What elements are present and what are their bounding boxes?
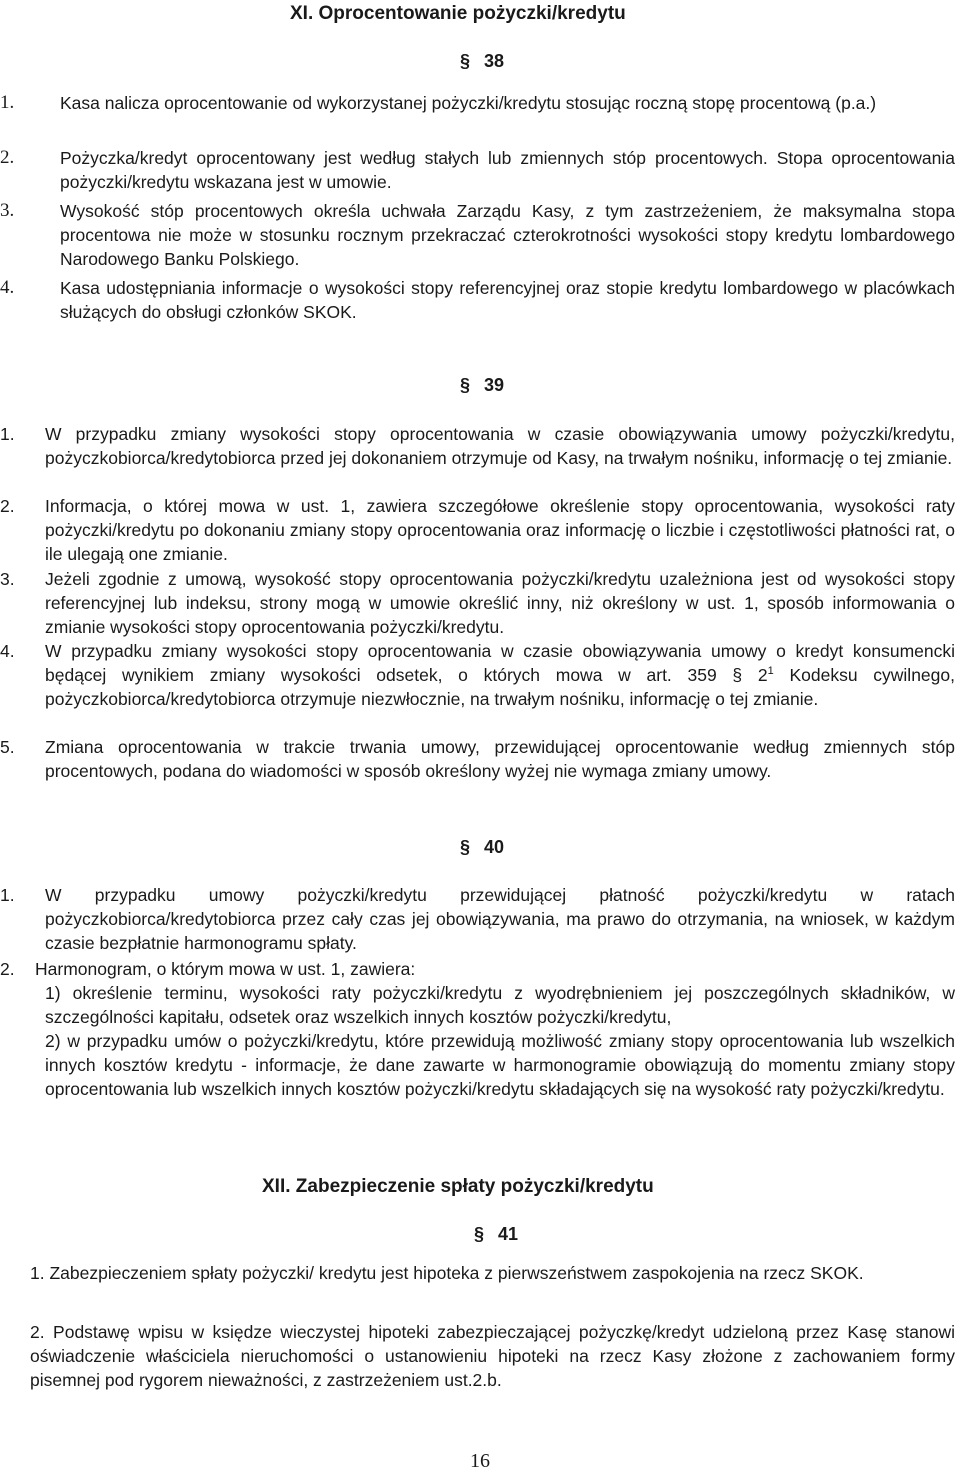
item-text: Pożyczka/kredyt oprocentowany jest według stałych lub zmiennych stóp procentowych. Stopa oprocentowania pożyczki/kredytu wskazana jest w umowie. bbox=[60, 148, 955, 192]
paragraph-number: 40 bbox=[484, 837, 505, 857]
p38-item-1 bbox=[0, 91, 955, 115]
p41-item-2 bbox=[30, 1320, 955, 1392]
item-number: 2. bbox=[0, 496, 15, 516]
item-text-part: Kodeksu cywilnego, pożyczkobiorca/kredytobiorca otrzymuje niezwłocznie, na trwałym nośniku, informację o tej zmianie. bbox=[45, 665, 955, 709]
p40-subitem-2: 2) w przypadku umów o pożyczki/kredytu, które przewidują możliwość zmiany stopy oprocentowania lub wszelkich innych kosztów kredytu - informacje, że dane zawarte w harmonogramie obowiązują do momentu zmiany stopy oprocentowania lub wszelkich innych kosztów pożyczki/kredytu składających się na wysokość raty pożyczki/kredytu. bbox=[45, 1031, 955, 1099]
p38-item-2 bbox=[0, 146, 955, 194]
item-number: 4. bbox=[0, 277, 15, 298]
item-number: 2. bbox=[30, 1322, 45, 1342]
item-text: W przypadku zmiany wysokości stopy oprocentowania w czasie obowiązywania umowy pożyczki/kredytu, pożyczkobiorca/kredytobiorca przed jej dokonaniem otrzymuje od Kasy, na trwałym nośniku, informację o tej zmianie. bbox=[45, 424, 955, 468]
superscript: 1 bbox=[767, 665, 774, 678]
paragraph-number: 41 bbox=[498, 1224, 519, 1244]
p39-item-4 bbox=[0, 639, 955, 711]
section-sign: § bbox=[474, 1224, 485, 1244]
section-sign: § bbox=[460, 375, 471, 395]
item-text: Harmonogram, o którym mowa w ust. 1, zawiera: bbox=[35, 959, 416, 979]
p38-item-3 bbox=[0, 199, 955, 271]
item-text bbox=[30, 1320, 955, 1392]
section-xi-title: XI. Oprocentowanie pożyczki/kredytu bbox=[290, 3, 626, 24]
page-number: 16 bbox=[470, 1450, 490, 1472]
item-text: W przypadku umowy pożyczki/kredytu przewidującej płatność pożyczki/kredytu w ratach pożyczkobiorca/kredytobiorca przez cały czas jej obowiązywania, ma prawo do otrzymania, na wniosek, w każdym czasie bezpłatnie harmonogramu spłaty. bbox=[45, 885, 955, 953]
item-number: 1. bbox=[0, 885, 15, 905]
item-number: 2. bbox=[0, 147, 15, 168]
paragraph-39-heading bbox=[460, 373, 504, 397]
paragraph-41-heading bbox=[474, 1222, 518, 1246]
item-body: Zabezpieczeniem spłaty pożyczki/ kredytu jest hipoteka z pierwszeństwem zaspokojenia na rzecz SKOK. bbox=[49, 1263, 864, 1283]
p39-item-5 bbox=[0, 735, 955, 783]
item-body: Podstawę wpisu w księdze wieczystej hipoteki zabezpieczającej pożyczkę/kredyt udzieloną przez Kasę stanowi oświadczenie właściciela nieruchomości o ustanowieniu hipoteki na rzecz Kasy złożone z zachowaniem formy pisemnej pod rygorem nieważności, z zastrzeżeniem ust.2.b. bbox=[30, 1322, 955, 1390]
section-sign: § bbox=[460, 51, 471, 71]
item-number: 4. bbox=[0, 641, 15, 661]
item-text: Jeżeli zgodnie z umową, wysokość stopy oprocentowania pożyczki/kredytu uzależniona jest od wysokości stopy referencyjnej lub indeksu, strony mogą w umowie określić inny, niż określony w ust. 1, sposób informowania o zmianie wysokości stopy oprocentowania pożyczki/kredytu. bbox=[45, 569, 955, 637]
p39-item-2 bbox=[0, 494, 955, 566]
item-text: Kasa nalicza oprocentowanie od wykorzystanej pożyczki/kredytu stosując roczną stopę procentową (p.a.) bbox=[60, 93, 877, 113]
item-number: 5. bbox=[0, 737, 15, 757]
item-number: 1. bbox=[0, 92, 15, 113]
paragraph-40-heading bbox=[460, 835, 504, 859]
item-text: Wysokość stóp procentowych określa uchwała Zarządu Kasy, z tym zastrzeżeniem, że maksymalna stopa procentowa nie może w stosunku rocznym przekraczać czterokrotności wysokości stopy kredytu lombardowego Narodowego Banku Polskiego. bbox=[60, 201, 955, 269]
paragraph-number: 38 bbox=[484, 51, 505, 71]
section-sign: § bbox=[460, 837, 471, 857]
paragraph-38-heading bbox=[460, 49, 504, 73]
paragraph-number: 39 bbox=[484, 375, 505, 395]
p38-item-4 bbox=[0, 276, 955, 324]
item-text: Kasa udostępniania informacje o wysokości stopy referencyjnej oraz stopie kredytu lombardowego w placówkach służących do obsługi członków SKOK. bbox=[60, 278, 955, 322]
item-text bbox=[30, 1261, 955, 1285]
item-number: 2. bbox=[0, 959, 15, 979]
item-text: Zmiana oprocentowania w trakcie trwania umowy, przewidującej oprocentowanie według zmiennych stóp procentowych, podana do wiadomości w sposób określony wyżej nie wymaga zmiany umowy. bbox=[45, 737, 955, 781]
item-text bbox=[0, 639, 955, 711]
p40-subitem-1: 1) określenie terminu, wysokości raty pożyczki/kredytu z wyodrębnieniem jej poszczególnych składników, w szczególności kapitału, odsetek oraz wszelkich innych kosztów pożyczki/kredytu, bbox=[45, 983, 955, 1027]
item-text: Informacja, o której mowa w ust. 1, zawiera szczegółowe określenie stopy oprocentowania, wysokości raty pożyczki/kredytu po dokonaniu zmiany stopy oprocentowania oraz informację o liczbie i częstotliwości płatności rat, o ile ulegają one zmianie. bbox=[45, 496, 955, 564]
p40-item-2 bbox=[0, 957, 955, 981]
item-number: 1. bbox=[30, 1263, 45, 1283]
p41-item-1 bbox=[30, 1261, 955, 1285]
p40-item-1 bbox=[0, 883, 955, 955]
item-number: 1. bbox=[0, 424, 15, 444]
p39-item-1 bbox=[0, 422, 955, 470]
p39-item-3 bbox=[0, 567, 955, 639]
item-number: 3. bbox=[0, 200, 15, 221]
item-number: 3. bbox=[0, 569, 15, 589]
section-xii-title: XII. Zabezpieczenie spłaty pożyczki/kredytu bbox=[262, 1176, 654, 1197]
item-text-part: W przypadku zmiany wysokości stopy oprocentowania w czasie obowiązywania umowy o kredyt konsumencki będącej wynikiem zmiany wysokości odsetek, o których mowa w art. 359 § 2 bbox=[45, 641, 955, 685]
